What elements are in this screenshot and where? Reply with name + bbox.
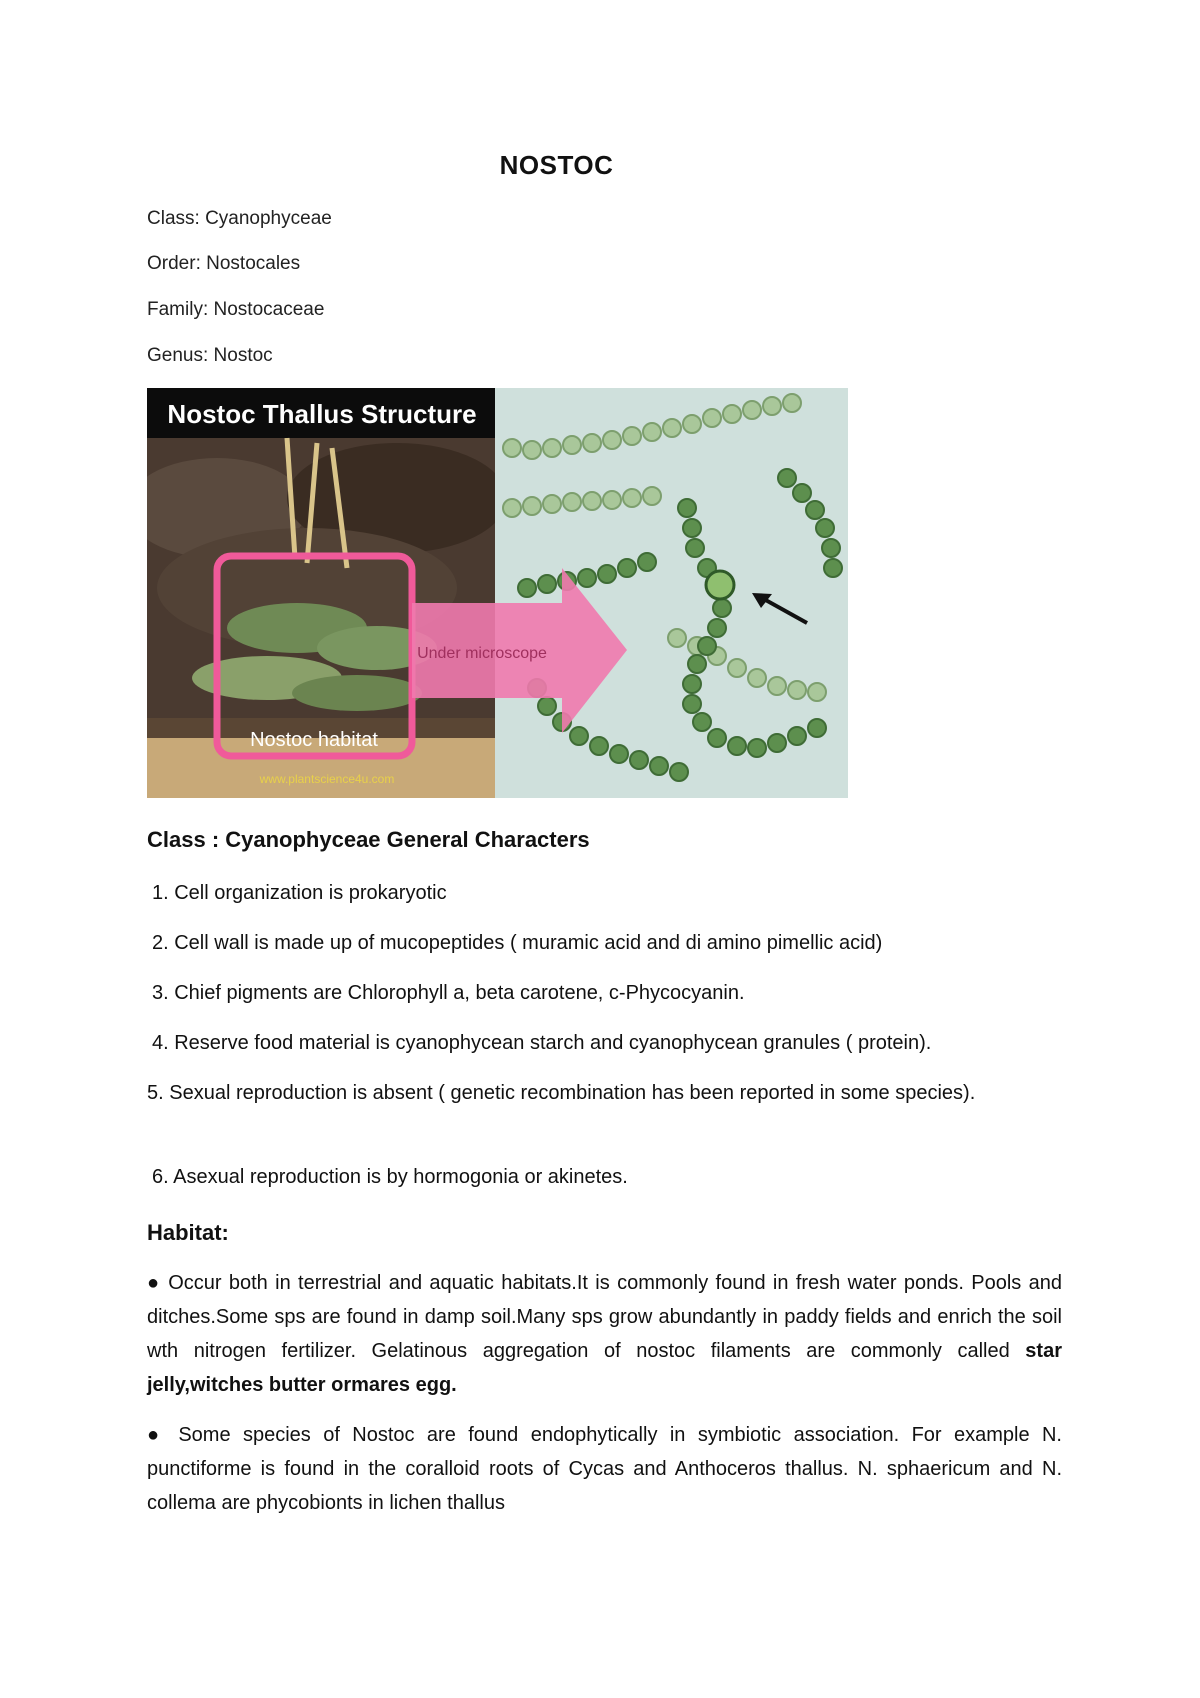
habitat-label: Nostoc habitat [250, 729, 378, 751]
habitat-paragraph-2: ● Some species of Nostoc are found endophytically in symbiotic association. For example N. punctiforme is found in the coralloid roots of Cycas and Anthoceros thallus. N. sphaericum and N. collema are phycobionts in lichen thallus [147, 1424, 1062, 1514]
character-item-4: 4. Reserve food material is cyanophycean starch and cyanophycean granules ( protein). [152, 1032, 932, 1054]
common-names: star jelly,witches butter ormares egg. [147, 1340, 1062, 1396]
character-item-6: 6. Asexual reproduction is by hormogonia or akinetes. [152, 1166, 628, 1188]
character-item-2: 2. Cell wall is made up of mucopeptides ( muramic acid and di amino pimellic acid) [152, 932, 883, 954]
characters-heading: Class : Cyanophyceae General Characters [147, 827, 590, 852]
habitat-paragraph-1-text: ● Occur both in terrestrial and aquatic habitats.It is commonly found in fresh water ponds. Pools and ditches.Some sps are found in damp soil.Many sps grow abundantly in paddy fields and enrich the soil wth nitrogen fertilizer. Gelatinous aggregation of nostoc filaments are commonly called [147, 1272, 1062, 1362]
character-item-5: 5. Sexual reproduction is absent ( genetic recombination has been reported in some species). [147, 1082, 976, 1104]
page-title: NOSTOC [499, 150, 614, 180]
habitat-heading: Habitat: [147, 1220, 229, 1245]
microscope-photo [495, 388, 848, 798]
taxonomy-order: Order: Nostocales [147, 253, 301, 274]
watermark: www.plantscience4u.com [259, 772, 395, 786]
taxonomy-family: Family: Nostocaceae [147, 299, 325, 320]
nostoc-figure [147, 388, 848, 798]
character-item-3: 3. Chief pigments are Chlorophyll a, beta carotene, c-Phycocyanin. [152, 982, 745, 1004]
character-item-1: 1. Cell organization is prokaryotic [152, 882, 447, 904]
taxonomy-genus: Genus: Nostoc [147, 345, 273, 366]
habitat-paragraph-1 [147, 1266, 1062, 1402]
figure-banner: Nostoc Thallus Structure [167, 399, 477, 429]
taxonomy-class: Class: Cyanophyceae [147, 208, 332, 229]
arrow-label: Under microscope [417, 645, 547, 662]
